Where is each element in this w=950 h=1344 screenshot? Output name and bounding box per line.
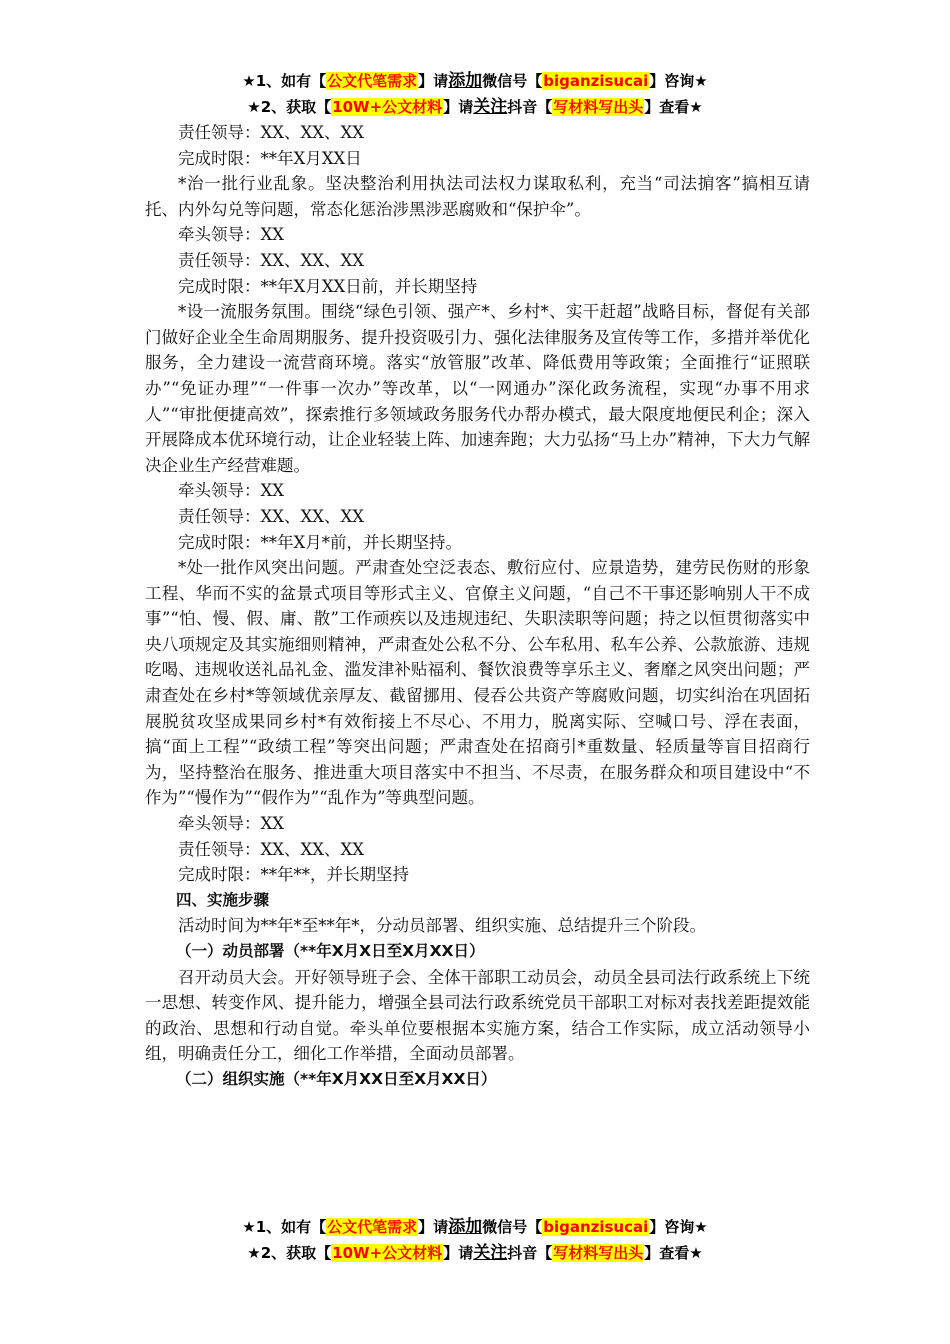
paragraph: *设一流服务氛围。围绕“绿色引领、强产*、乡村*、实干赶超”战略目标，督促有关部门做好企业全生命周期服务、提升投资吸引力、强化法律服务及宣传等工作，多措并举优化服务，全力建设一流营商环境。落实“放管服”改革、降低费用等政策；全面推行“证照联办”“免证办理”“一件事一次办”等改革，以“一网通办”深化政务流程，实现“办事不用求人”“审批便捷高效”，探索推行多领域政务服务代办帮办模式，最大限度地便民利企；深入开展降成本优环境行动，让企业轻装上阵、加速奔跑；大力弘扬“马上办”精神，下大力气解决企业生产经营难题。: [145, 302, 810, 475]
paragraph: 完成时限：**年X月*前，并长期坚持。: [178, 532, 462, 552]
promo-line-1: ★1、如有【公文代笔需求】请添加微信号【biganzisucai】咨询★: [242, 71, 708, 91]
paragraph: 牵头领导：XX: [178, 814, 284, 834]
highlight-materials: 10W+公文材料: [332, 1244, 443, 1262]
document-body: [145, 120, 810, 1093]
paragraph: 牵头领导：XX: [178, 225, 284, 245]
paragraph: 责任领导：XX、XX、XX: [178, 250, 364, 270]
promo-line-2: ★2、获取【10W+公文材料】请关注抖音【写材料写出头】查看★: [247, 1243, 703, 1263]
highlight-douyin-account: 写材料写出头: [553, 98, 644, 116]
underlined-add: 添加: [448, 71, 483, 91]
paragraph: 责任领导：XX、XX、XX: [178, 123, 364, 142]
underlined-follow: 关注: [473, 97, 508, 117]
underlined-add: 添加: [448, 1217, 483, 1237]
highlight-materials: 10W+公文材料: [332, 98, 443, 116]
paragraph: 完成时限：**年X月XX日: [178, 148, 362, 168]
paragraph: 牵头领导：XX: [178, 481, 284, 501]
highlight-wechat-id: biganzisucai: [543, 1218, 649, 1236]
paragraph: 完成时限：**年X月XX日前，并长期坚持: [178, 276, 478, 296]
subsection-heading: （二）组织实施（**年X月XX日至X月XX日）: [176, 1069, 497, 1088]
promo-banner-bottom: [140, 1214, 810, 1266]
promo-line-1: ★1、如有【公文代笔需求】请添加微信号【biganzisucai】咨询★: [242, 1217, 708, 1237]
highlight-ghostwriting: 公文代笔需求: [327, 1218, 418, 1236]
paragraph: *处一批作风突出问题。严肃查处空泛表态、敷衍应付、应景造势，建劳民伤财的形象工程、华而不实的盆景式项目等形式主义、官僚主义问题，“自己不干事还影响别人干不成事”“怕、慢、假、庸、散”工作顽疾以及违规违纪、失职渎职等问题；持之以恒贯彻落实中央八项规定及其实施细则精神，严肃查处公私不分、公车私用、私车公养、公款旅游、违规吃喝、违规收送礼品礼金、滥发津补贴福利、餐饮浪费等享乐主义、奢靡之风突出问题；严肃查处在乡村*等领域优亲厚友、截留挪用、侵吞公共资产等腐败问题，切实纠治在巩固拓展脱贫攻坚成果同乡村*有效衔接上不尽心、不用力，脱离实际、空喊口号、浮在表面，搞“面上工程”“政绩工程”等突出问题；严肃查处在招商引*重数量、轻质量等盲目招商行为，坚持整治在服务、推进重大项目落实中不担当、不尽责，在服务群众和项目建设中“不作为”“慢作为”“假作为”“乱作为”等典型问题。: [145, 558, 810, 808]
section-heading: 四、实施步骤: [176, 890, 270, 909]
paragraph: 责任领导：XX、XX、XX: [178, 506, 364, 526]
highlight-wechat-id: biganzisucai: [543, 72, 649, 90]
highlight-douyin-account: 写材料写出头: [553, 1244, 644, 1262]
underlined-follow: 关注: [473, 1243, 508, 1263]
promo-banner-top: [140, 68, 810, 120]
subsection-heading: （一）动员部署（**年X月X日至X月XX日）: [176, 942, 485, 960]
paragraph: 完成时限：**年**，并长期坚持: [178, 865, 409, 885]
promo-line-2: ★2、获取【10W+公文材料】请关注抖音【写材料写出头】查看★: [247, 97, 703, 117]
paragraph: *治一批行业乱象。坚决整治利用执法司法权力谋取私利，充当“司法掮客”搞相互请托、内外勾兑等问题，常态化惩治涉黑涉恶腐败和“保护伞”。: [145, 174, 810, 219]
paragraph: 责任领导：XX、XX、XX: [178, 839, 364, 859]
highlight-ghostwriting: 公文代笔需求: [327, 72, 418, 90]
paragraph: 召开动员大会。开好领导班子会、全体干部职工动员会，动员全县司法行政系统上下统一思想、转变作风、提升能力，增强全县司法行政系统党员干部职工对标对表找差距提效能的政治、思想和行动自觉。牵头单位要根据本实施方案，结合工作实际，成立活动领导小组，明确责任分工，细化工作举措，全面动员部署。: [145, 967, 810, 1064]
paragraph: 活动时间为**年*至**年*，分动员部署、组织实施、总结提升三个阶段。: [178, 916, 706, 936]
